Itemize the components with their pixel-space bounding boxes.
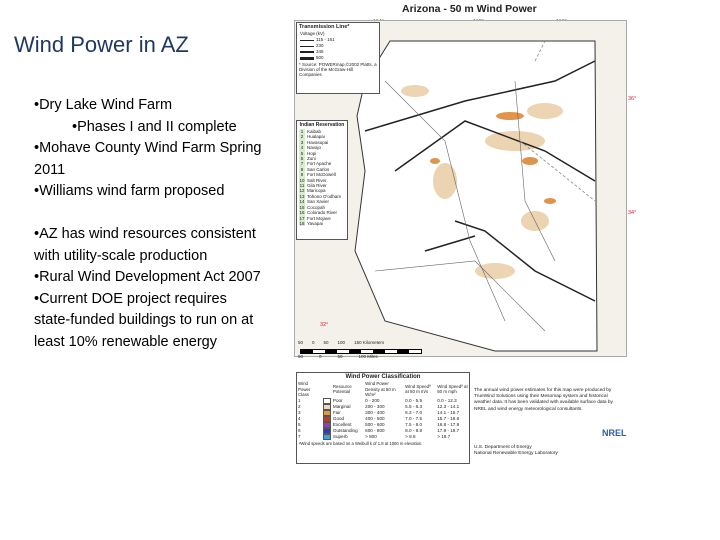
reservation-number: 10 xyxy=(299,177,305,183)
reservation-number: 9 xyxy=(300,172,304,178)
reservation-number: 7 xyxy=(300,161,304,167)
class-cell: Good xyxy=(332,415,345,421)
reservation-number: 3 xyxy=(300,139,304,145)
bullet-subitem: •Phases I and II complete xyxy=(72,118,237,135)
column-header: Resource Potential xyxy=(332,383,352,395)
reservation-name: Havasupai xyxy=(307,139,329,145)
scale-bar xyxy=(296,340,436,362)
bullet-item: •Dry Lake Wind Farm xyxy=(34,97,173,113)
class-cell: 12.3 - 14.1 xyxy=(437,403,460,409)
column-header: Wind Power Class xyxy=(298,381,311,398)
reservation-name: Fort Apache xyxy=(307,161,332,167)
line-swatch xyxy=(300,51,314,53)
class-cell: 7.0 - 7.5 xyxy=(405,415,423,421)
line-swatch xyxy=(300,46,314,47)
class-cell: 4 xyxy=(298,415,301,421)
class-cell: Excellent xyxy=(332,421,352,427)
class-table-header xyxy=(297,381,469,398)
class-cell: 8.0 - 8.8 xyxy=(405,427,423,433)
nrel-logo: NREL xyxy=(602,428,627,438)
class-color-swatch xyxy=(323,434,331,440)
class-cell: 5.5 - 6.3 xyxy=(405,403,423,409)
scale-label: 50 xyxy=(323,340,329,345)
class-cell: 6 xyxy=(298,427,301,433)
reservation-name: Yavapai xyxy=(307,220,323,226)
reservation-number: 18 xyxy=(299,220,305,226)
reservation-number: 17 xyxy=(299,215,305,221)
reservation-name: Gila River xyxy=(307,183,327,189)
scale-label: 100 xyxy=(337,340,346,345)
class-cell: > 19.7 xyxy=(437,433,451,439)
scale-label: 150 Kilometers xyxy=(354,340,385,345)
bullet-item: •Mohave County Wind Farm Spring 2011 xyxy=(34,140,262,178)
class-cell: 14.1 - 15.7 xyxy=(437,409,460,415)
reservation-name: Maricopa xyxy=(307,188,326,194)
line-swatch xyxy=(300,40,314,41)
reservation-number: 6 xyxy=(300,156,304,162)
class-cell: 3 xyxy=(298,409,301,415)
agency-line: National Renewable Energy Laboratory xyxy=(474,451,558,456)
column-header: Wind Speedª at 50 m m/s xyxy=(405,383,431,395)
class-cell: 7.5 - 8.0 xyxy=(405,421,423,427)
bullet-item: •Rural Wind Development Act 2007 xyxy=(34,269,261,286)
scale-label: 50 xyxy=(298,354,304,359)
reservation-number: 16 xyxy=(299,210,305,216)
reservation-number: 11 xyxy=(299,183,305,189)
reservation-name: San Carlos xyxy=(307,166,330,172)
class-cell: 2 xyxy=(298,403,301,409)
scale-mi-labels xyxy=(296,354,436,359)
bullet-list xyxy=(34,95,262,354)
class-cell: Superb xyxy=(332,433,348,439)
scale-label: 100 Miles xyxy=(358,354,378,359)
wind-map-image xyxy=(290,0,637,470)
reservation-number: 8 xyxy=(300,166,304,172)
bullet-item: •Williams wind farm proposed xyxy=(34,183,225,200)
reservation-title: Indian Reservation xyxy=(299,122,345,128)
legend-line-label: 345 xyxy=(316,49,324,54)
class-cell: 0 - 200 xyxy=(365,397,380,403)
class-cell: 600 - 800 xyxy=(365,427,385,433)
scale-graphic xyxy=(300,349,422,354)
class-cell: 6.3 - 7.0 xyxy=(405,409,423,415)
slide-title: Wind Power in AZ xyxy=(14,32,189,57)
bullet-item: •Current DOE project requires state-funded buildings to run on at least 10% renewable energy xyxy=(34,290,254,350)
reservation-number: 15 xyxy=(299,204,305,210)
legend-line-label: 500 xyxy=(316,55,324,60)
class-cell: > 800 xyxy=(365,433,377,439)
legend-line-label: 115 - 161 xyxy=(316,37,335,42)
class-cell: 500 - 600 xyxy=(365,421,385,427)
class-cell: 1 xyxy=(298,397,301,403)
class-cell: 0.0 - 12.3 xyxy=(437,397,457,403)
reservation-number: 1 xyxy=(300,129,304,134)
column-header: Wind Speedª at 50 m mph xyxy=(437,383,468,395)
class-cell: 7 xyxy=(298,433,301,439)
reservation-name: San Xavier xyxy=(307,199,330,205)
scale-km-labels xyxy=(296,340,436,345)
class-cell: 15.7 - 16.8 xyxy=(437,415,460,421)
scale-label: 50 xyxy=(337,354,343,359)
map-title: Arizona - 50 m Wind Power xyxy=(402,3,537,15)
class-cell: 400 - 500 xyxy=(365,415,385,421)
class-cell: Outstanding xyxy=(332,427,358,433)
class-cell: 5 xyxy=(298,421,301,427)
reservation-name: Hualapai xyxy=(307,134,325,140)
wind-class-table xyxy=(296,372,470,464)
reservation-number: 14 xyxy=(299,199,305,205)
class-cell: 300 - 400 xyxy=(365,409,385,415)
reservation-name: Navajo xyxy=(307,145,322,151)
lat-label: 36° xyxy=(628,96,637,102)
reservation-name: Fort McDowell xyxy=(307,172,336,178)
class-table-title: Wind Power Classification xyxy=(345,374,421,380)
reservation-list xyxy=(297,129,347,226)
class-cell: Fair xyxy=(332,409,341,415)
reservation-name: Cocopah xyxy=(307,204,326,210)
class-cell: 17.9 - 19.7 xyxy=(437,427,460,433)
legend-line-label: 230 xyxy=(316,43,324,48)
reservation-name: Zuni xyxy=(307,156,316,162)
class-table-footnote: ªWind speeds are based on a Weibull k of 1.8 at 1000 m elevation. xyxy=(299,440,423,446)
reservation-number: 13 xyxy=(299,193,305,199)
reservation-legend xyxy=(296,120,348,240)
class-cell: 0.0 - 5.5 xyxy=(405,397,423,403)
class-table-grid xyxy=(297,381,469,440)
legend-subtitle-text: Voltage (kV) xyxy=(300,31,325,36)
lat-label: 32° xyxy=(320,322,329,328)
reservation-number: 4 xyxy=(300,145,304,151)
legend-title: Transmission Line* xyxy=(299,24,350,30)
line-swatch xyxy=(300,57,314,60)
class-cell: Marginal xyxy=(332,403,351,409)
column-header: Wind Power Density at 50 m W/m² xyxy=(365,381,396,398)
reservation-name: Salt River xyxy=(307,177,327,183)
reservation-name: Tohono O'odham xyxy=(307,193,342,199)
reservation-name: Hopi xyxy=(307,150,317,156)
class-cell: 16.8 - 17.9 xyxy=(437,421,460,427)
reservation-number: 2 xyxy=(300,134,304,140)
reservation-name: Fort Mojave xyxy=(307,215,331,221)
class-cell: > 8.8 xyxy=(405,433,416,439)
reservation-number: 5 xyxy=(300,150,304,156)
agency-credit xyxy=(474,445,624,457)
agency-line: U.S. Department of Energy xyxy=(474,445,532,450)
reservation-item xyxy=(297,221,347,226)
class-cell: 200 - 300 xyxy=(365,403,385,409)
reservation-name: Colorado River xyxy=(307,210,338,216)
lat-label: 34° xyxy=(628,210,637,216)
reservation-name: Kaibab xyxy=(307,129,322,134)
scale-label: 0 xyxy=(319,354,322,359)
scale-label: 0 xyxy=(312,340,315,345)
bullet-item: •AZ has wind resources consistent with utility-scale production xyxy=(34,225,256,264)
scale-label: 50 xyxy=(298,340,304,345)
class-cell: Poor xyxy=(332,397,343,403)
legend-source: * Source: POWERmap,©2002 Platts, a Division of the McGraw-Hill Companies xyxy=(299,62,377,77)
transmission-legend xyxy=(296,22,380,94)
reservation-number: 12 xyxy=(299,188,305,194)
map-description: The annual wind power estimates for this map were produced by TrueWind Solutions using their Mesomap system and historical weather data. It has been validated with available surface data by NREL and wind energy meteorological consultants. xyxy=(474,388,613,412)
